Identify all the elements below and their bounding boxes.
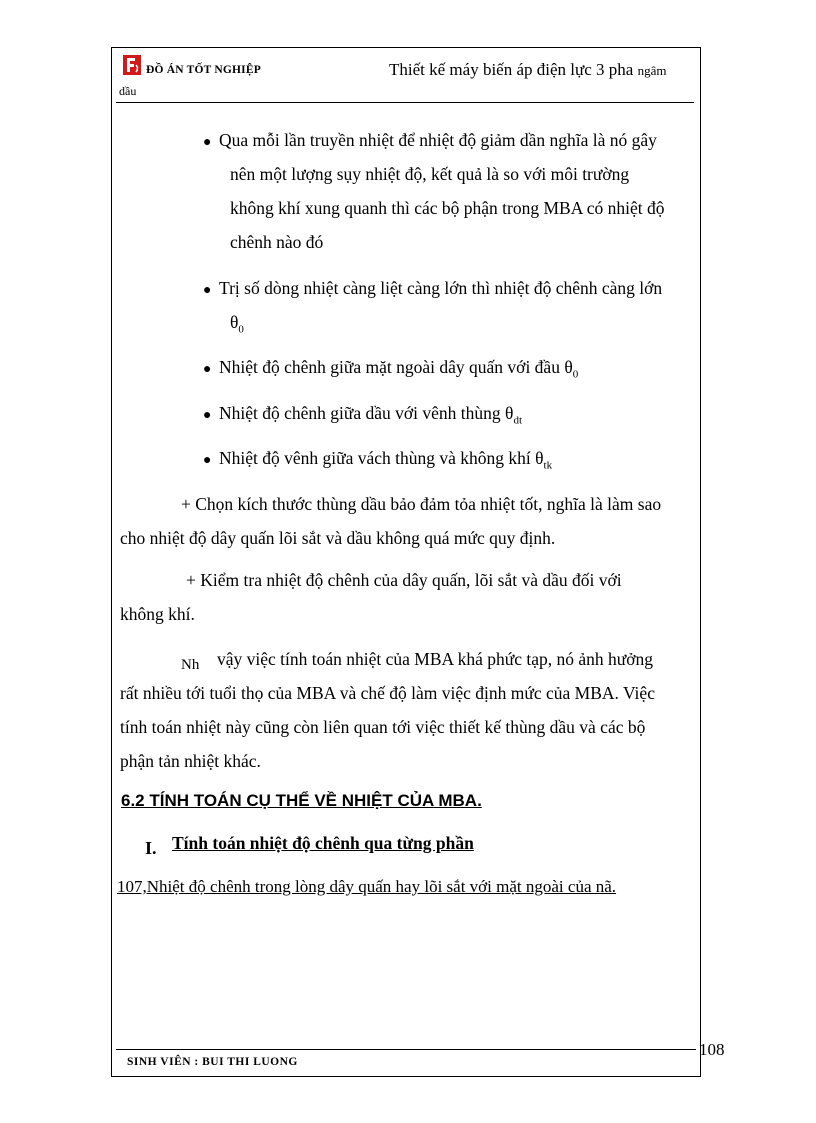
page-number: 108	[699, 1040, 725, 1059]
bullet-icon: ●	[203, 283, 212, 298]
section-title: 6.2 TÍNH TOÁN CỤ THỂ VỀ NHIỆT CỦA MBA.	[121, 791, 482, 810]
subheading: Tính toán nhiệt độ chênh qua từng phần	[172, 833, 474, 853]
logo-icon	[121, 53, 143, 77]
bullet-item: ● Nhiệt độ chênh giữa dầu với vênh thùng $\theta_{dt}$	[203, 403, 522, 427]
footer-rule	[116, 1049, 696, 1050]
bullet-icon: ●	[203, 453, 212, 468]
bullet-icon: ●	[203, 135, 212, 150]
bullet-icon: ●	[203, 408, 212, 423]
paragraph-fragment: Nh	[181, 657, 200, 673]
bullet-item: ● Nhiệt độ chênh giữa mặt ngoài dây quấn với đầu $\theta_0$	[203, 357, 579, 381]
bullet-icon: ●	[203, 362, 212, 377]
paragraph-line: phận tản nhiệt khác.	[120, 751, 261, 771]
bullet-item: ● Nhiệt độ vênh giữa vách thùng và không khí $\theta_{tk}$	[203, 448, 553, 472]
item-107: 107,Nhiệt độ chênh trong lòng dây quấn hay lõi sắt với mặt ngoài của nã.	[117, 877, 617, 896]
bullet-item: ● Qua mỗi lần truyền nhiệt để nhiệt độ giảm dần nghĩa là nó gây	[203, 130, 657, 150]
header-wrap-text: dầu	[119, 84, 137, 98]
paragraph-line: + Kiểm tra nhiệt độ chênh của dây quấn, lõi sắt và dầu đối với	[186, 570, 622, 590]
paragraph-line: tính toán nhiệt này cũng còn liên quan tới việc thiết kế thùng dầu và các bộ	[120, 717, 646, 737]
paragraph-line: + Chọn kích thước thùng dầu bảo đảm tỏa nhiệt tốt, nghĩa là làm sao	[181, 494, 662, 514]
header-left-title: ĐỒ ÁN TỐT NGHIỆP	[146, 64, 261, 76]
paragraph-line: rất nhiều tới tuổi thọ của MBA và chế độ làm việc định mức của MBA. Việc	[120, 683, 655, 703]
paragraph-line: cho nhiệt độ dây quấn lõi sắt và dầu không quá mức quy định.	[120, 528, 556, 548]
paragraph-line: không khí.	[120, 604, 195, 624]
bullet-item: ● Trị số dòng nhiệt càng liệt càng lớn thì nhiệt độ chênh càng lớn	[203, 278, 663, 298]
paragraph-line: vậy việc tính toán nhiệt của MBA khá phức tạp, nó ảnh hưởng	[217, 649, 653, 669]
bullet-line: nên một lượng sụy nhiệt độ, kết quả là so với môi trường	[230, 164, 630, 184]
bullet-line: chênh nào đó	[230, 232, 324, 252]
header-right-title: Thiết kế máy biến áp điện lực 3 pha ngâm	[389, 60, 667, 79]
bullet-line: không khí xung quanh thì các bộ phận trong MBA có nhiệt độ	[230, 198, 665, 218]
bullet-line: $\theta_0$	[230, 312, 244, 336]
header-rule	[116, 102, 694, 103]
roman-numeral: I.	[145, 838, 157, 858]
footer-student: SINH VIÊN : BUI THI LUONG	[127, 1056, 298, 1068]
